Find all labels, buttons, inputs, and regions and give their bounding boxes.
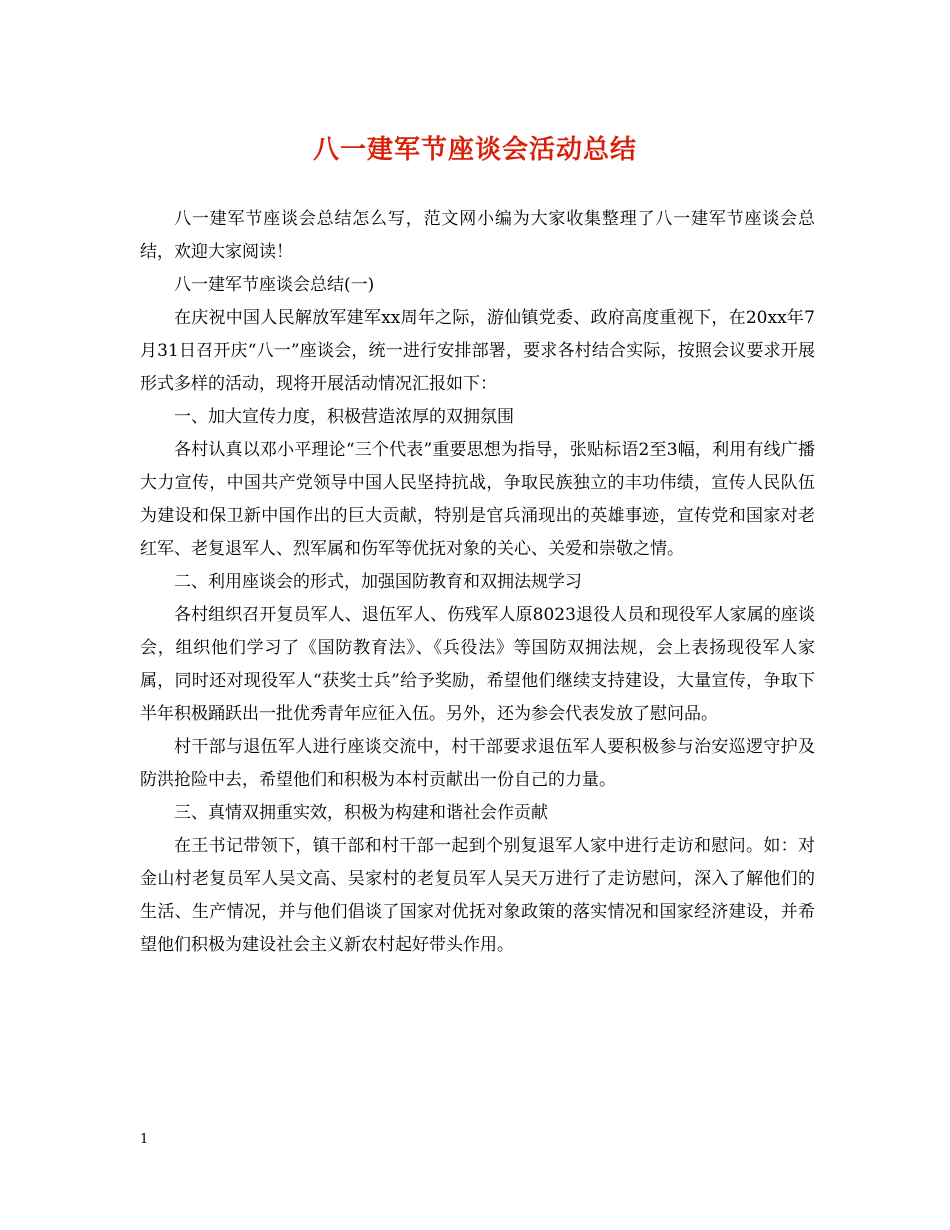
document-title: 八一建军节座谈会活动总结 <box>312 135 637 165</box>
section-heading-symposium: 二、利用座谈会的形式，加强国防教育和双拥法规学习 <box>174 572 582 592</box>
publicity-paragraph: 各村认真以邓小平理论“三个代表”重要思想为指导，张贴标语2至3幅，利用有线广播大力宣传，中国共产党领导中国人民坚持抗战，争取民族独立的丰功伟绩，宣传人民队伍为建设和保卫新中国作出的巨大贡献，特别是官兵涌现出的英雄事迹，宣传党和国家对老红军、老复退军人、烈军属和伤军等优抚对象的关心、关爱和崇敬之情。 <box>140 440 815 559</box>
symposium-paragraph: 各村组织召开复员军人、退伍军人、伤残军人原8023退役人员和现役军人家属的座谈会，组织他们学习了《国防教育法》、《兵役法》等国防双拥法规，会上表扬现役军人家属，同时还对现役军人“获奖士兵”给予奖励，希望他们继续支持建设，大量宣传，争取下半年积极踊跃出一批优秀青年应征入伍。另外，还为参会代表发放了慰问品。 <box>140 605 815 724</box>
intro-paragraph: 八一建军节座谈会总结怎么写，范文网小编为大家收集整理了八一建军节座谈会总结，欢迎大家阅读！ <box>140 209 815 262</box>
exchange-paragraph: 村干部与退伍军人进行座谈交流中，村干部要求退伍军人要积极参与治安巡逻守护及防洪抢险中去，希望他们和积极为本村贡献出一份自己的力量。 <box>140 737 815 790</box>
page-number: 1 <box>140 1132 149 1147</box>
section-heading-summary-one: 八一建军节座谈会总结(一) <box>174 275 375 295</box>
opening-paragraph: 在庆祝中国人民解放军建军xx周年之际，游仙镇党委、政府高度重视下，在20xx年7月31日召开庆“八一”座谈会，统一进行安排部署，要求各村结合实际，按照会议要求开展形式多样的活动，现将开展活动情况汇报如下： <box>140 308 815 394</box>
section-heading-publicity: 一、加大宣传力度，积极营造浓厚的双拥氛围 <box>174 407 514 427</box>
section-heading-support: 三、真情双拥重实效，积极为构建和谐社会作贡献 <box>174 803 548 823</box>
document-body <box>140 203 815 962</box>
visit-paragraph: 在王书记带领下，镇干部和村干部一起到个别复退军人家中进行走访和慰问。如：对金山村老复员军人吴文高、吴家村的老复员军人吴天万进行了走访慰问，深入了解他们的生活、生产情况，并与他们倡谈了国家对优抚对象政策的落实情况和国家经济建设，并希望他们积极为建设社会主义新农村起好带头作用。 <box>140 836 815 955</box>
